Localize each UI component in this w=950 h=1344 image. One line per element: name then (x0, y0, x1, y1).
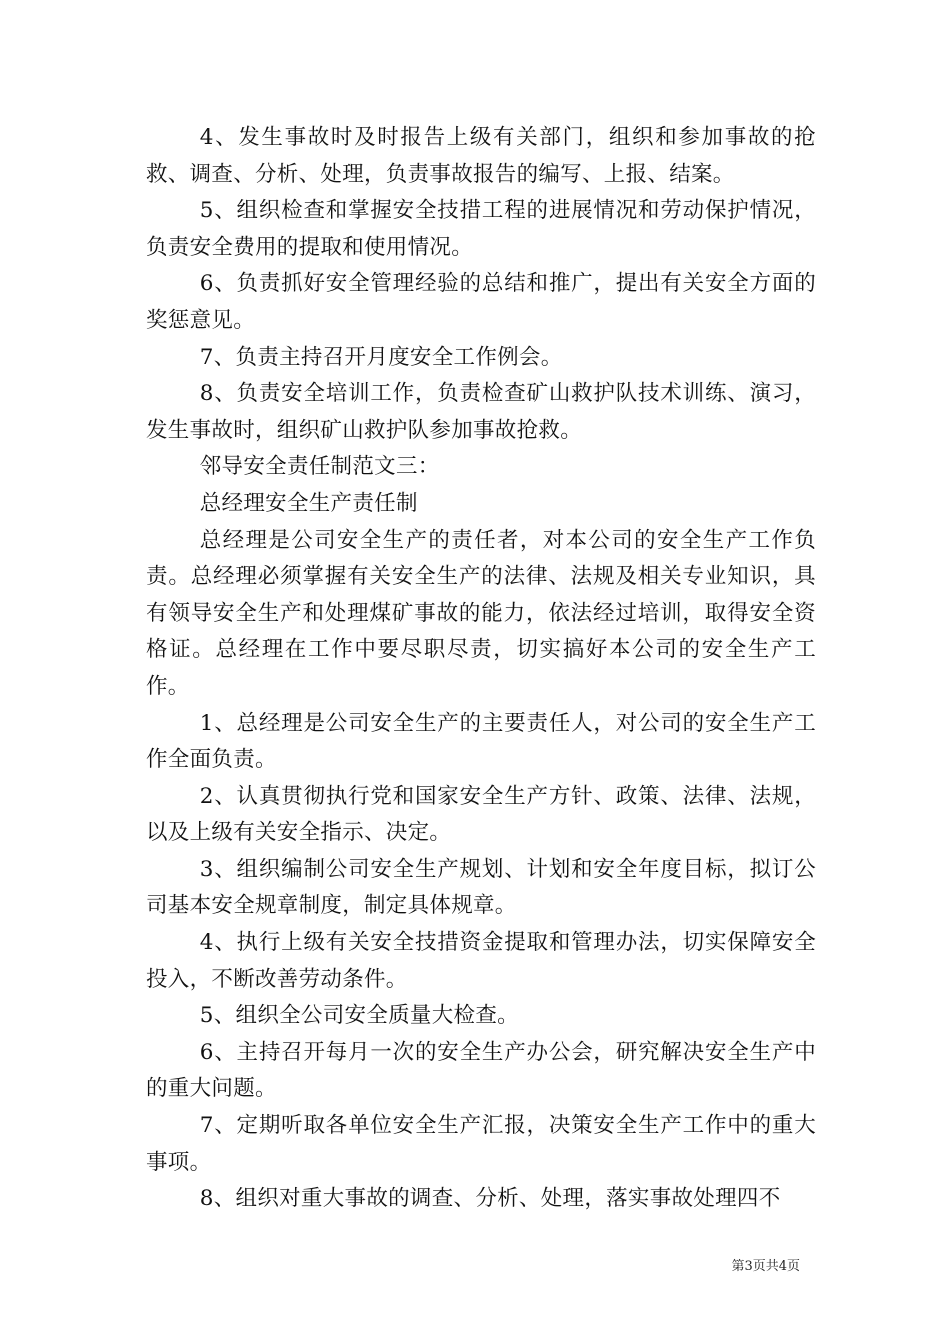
paragraph-gm-item-3: 3、组织编制公司安全生产规划、计划和安全年度目标，拟订公司基本安全规章制度，制定具体规章。 (146, 856, 816, 919)
paragraph-safety-works-inspection: 5、组织检查和掌握安全技措工程的进展情况和劳动保护情况，负责安全费用的提取和使用情况。 (146, 198, 816, 260)
paragraph-gm-intro: 总经理是公司安全生产的责任者，对本公司的安全生产工作负责。总经理必须掌握有关安全生产的法律、法规及相关专业知识，具有领导安全生产和处理煤矿事故的能力，依法经过培训，取得安全资格证。总经理在工作中要尽职尽责，切实搞好本公司的安全生产工作。 (146, 527, 816, 699)
paragraph-experience-summary: 6、负责抓好安全管理经验的总结和推广，提出有关安全方面的奖惩意见。 (146, 271, 816, 333)
page-number-footer: 第3页共4页 (731, 1259, 800, 1274)
paragraph-monthly-meeting: 7、负责主持召开月度安全工作例会。 (199, 344, 563, 370)
paragraph-gm-item-7: 7、定期听取各单位安全生产汇报，决策安全生产工作中的重大事项。 (146, 1113, 816, 1175)
paragraph-gm-item-1: 1、总经理是公司安全生产的主要责任人，对公司的安全生产工作全面负责。 (146, 710, 816, 773)
paragraph-gm-item-8: 8、组织对重大事故的调查、分析、处理，落实事故处理四不 (199, 1186, 781, 1212)
paragraph-accident-reporting: 4、发生事故时及时报告上级有关部门，组织和参加事故的抢救、调查、分析、处理，负责事故报告的编写、上报、结案。 (146, 125, 816, 187)
paragraph-safety-training: 8、负责安全培训工作，负责检查矿山救护队技术训练、演习，发生事故时，组织矿山救护队参加事故抢救。 (146, 381, 816, 443)
paragraph-gm-item-2: 2、认真贯彻执行党和国家安全生产方针、政策、法律、法规，以及上级有关安全指示、决定。 (146, 783, 816, 846)
document-body (146, 120, 816, 1218)
paragraph-gm-item-6: 6、主持召开每月一次的安全生产办公会，研究解决安全生产中的重大问题。 (146, 1039, 816, 1102)
section-title-gm-responsibility: 总经理安全生产责任制 (199, 490, 418, 516)
paragraph-gm-item-5: 5、组织全公司安全质量大检查。 (199, 1003, 519, 1029)
section-heading-sample-three: 邻导安全责任制范文三： (199, 454, 440, 480)
paragraph-gm-item-4: 4、执行上级有关安全技措资金提取和管理办法，切实保障安全投入，不断改善劳动条件。 (146, 930, 816, 992)
